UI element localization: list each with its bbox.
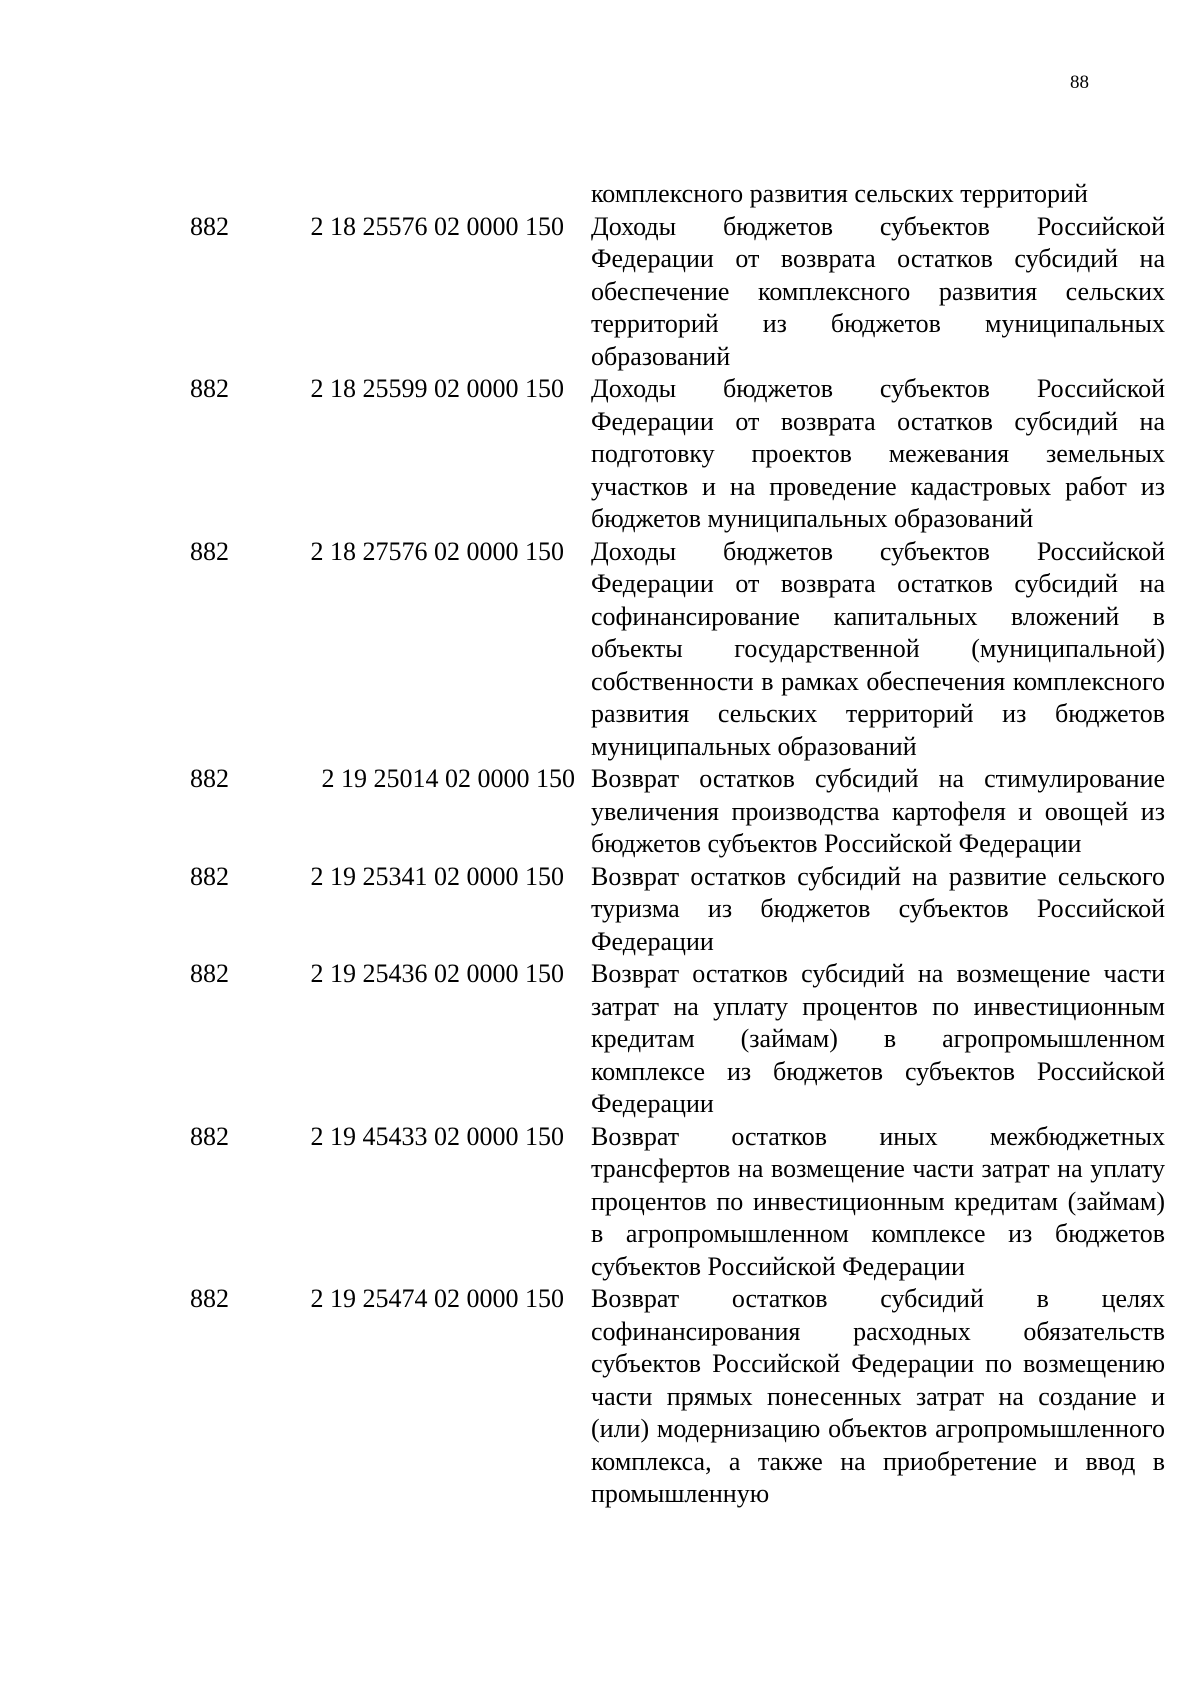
admin-code: 882: [190, 861, 229, 891]
code-description: Возврат остатков субсидий на развитие сельского туризма из бюджетов субъектов Российской Федерации: [591, 861, 1165, 956]
budget-code: 2 19 25474 02 0000 150: [310, 1284, 564, 1313]
budget-code: 2 19 45433 02 0000 150: [310, 1121, 564, 1151]
admin-code: 882: [190, 959, 229, 988]
table-row: [190, 211, 1165, 374]
code-description: Доходы бюджетов субъектов Российской Федерации от возврата остатков субсидий на софинансирование капитальных вложений в объекты государственной (муниципальной) собственности в рамках обеспечения комплексного развития сельских территорий из бюджетов муниципальных образований: [591, 536, 1165, 761]
table-row: [190, 763, 1165, 861]
code-description: Возврат остатков субсидий на стимулирование увеличения производства картофеля и овощей из бюджетов субъектов Российской Федерации: [591, 764, 1165, 858]
admin-code: 882: [190, 374, 229, 403]
admin-code: 882: [190, 1284, 229, 1313]
budget-code: 2 18 25599 02 0000 150: [310, 374, 564, 403]
admin-code: 882: [190, 1121, 229, 1151]
table-row: [190, 958, 1165, 1121]
admin-code: 882: [190, 764, 229, 793]
page-number: 88: [1070, 72, 1089, 93]
table-row: [190, 861, 1165, 959]
admin-code: 882: [190, 211, 229, 241]
table-row: [190, 536, 1165, 764]
codes-table: [190, 178, 1165, 1511]
budget-code: 2 19 25014 02 0000 150: [321, 764, 575, 793]
table-row: [190, 373, 1165, 536]
continuation-text: комплексного развития сельских территорий: [591, 179, 1088, 208]
budget-code: 2 18 27576 02 0000 150: [310, 536, 564, 566]
budget-code: 2 19 25436 02 0000 150: [310, 959, 564, 988]
table-row: [190, 1121, 1165, 1284]
code-description: Возврат остатков субсидий в целях софинансирования расходных обязательств субъектов Российской Федерации по возмещению части прямых понесенных затрат на создание и (или) модернизацию объектов агропромышленного комплекса, а также на приобретение и ввод в промышленную: [591, 1284, 1165, 1508]
table-row: [190, 1283, 1165, 1511]
budget-code: 2 18 25576 02 0000 150: [310, 211, 564, 241]
budget-code: 2 19 25341 02 0000 150: [310, 861, 564, 891]
admin-code: 882: [190, 536, 229, 566]
code-description: Возврат остатков иных межбюджетных трансфертов на возмещение части затрат на уплату процентов по инвестиционным кредитам (займам) в агропромышленном комплексе из бюджетов субъектов Российской Федерации: [591, 1121, 1165, 1281]
code-description: Возврат остатков субсидий на возмещение части затрат на уплату процентов по инвестиционным кредитам (займам) в агропромышленном комплексе из бюджетов субъектов Российской Федерации: [591, 959, 1165, 1118]
code-description: Доходы бюджетов субъектов Российской Федерации от возврата остатков субсидий на подготовку проектов межевания земельных участков и на проведение кадастровых работ из бюджетов муниципальных образований: [591, 374, 1165, 533]
code-description: Доходы бюджетов субъектов Российской Федерации от возврата остатков субсидий на обеспечение комплексного развития сельских территорий из бюджетов муниципальных образований: [591, 211, 1165, 371]
